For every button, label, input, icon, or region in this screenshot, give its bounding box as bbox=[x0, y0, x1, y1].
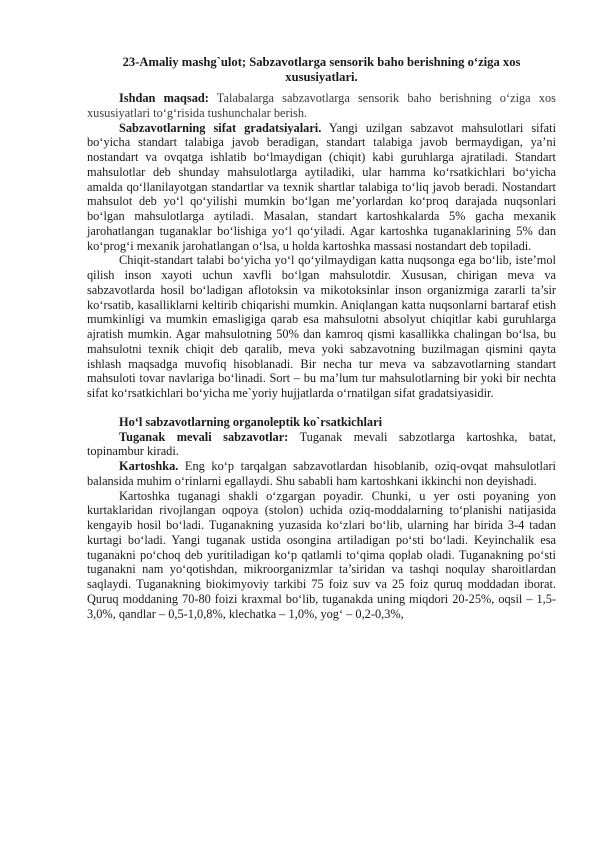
quality-label: Sabzavotlarning sifat gradatsiyalari. bbox=[119, 120, 322, 135]
potato-label: Kartoshka. bbox=[119, 459, 179, 473]
section-heading-text: Ho‘l sabzavotlarning organoleptik ko`rsatkichlari bbox=[119, 414, 382, 429]
tuber-label: Tuganak mevali sabzavotlar: bbox=[119, 429, 289, 444]
tuber-paragraph bbox=[87, 430, 556, 460]
quality-paragraph bbox=[87, 121, 556, 254]
aim-label: Ishdan maqsad: bbox=[119, 91, 209, 105]
page-title: 23-Amaliy mashg`ulot; Sabzavotlarga sensorik baho berishning o‘ziga xos xususiyatlari. bbox=[122, 55, 521, 84]
potato-paragraph bbox=[87, 459, 556, 489]
spacer bbox=[87, 401, 556, 415]
quality-text: Yangi uzilgan sabzavot mahsulotlari sifati bo‘yicha standart talabiga javob beradigan, standart talabiga javob bermaydigan, ya’ni nostandart va ovqatga ishlatib bo‘lmaydigan (chiqit) kabi guruhlarga ajratiladi. Standart mahsulotlar deb shunday mahsulotlarga aytiladiki, ular hamma ko‘rsatkichlari bo‘yicha amalda qo‘llanilayotgan standartlar va texnik shartlar talabiga to‘liq javob beradi. Nostandart mahsulot deb yo‘l qo‘yilishi mumkin bo‘lgan me’yorlardan ko‘proq darajada nuqsonlari bo‘lgan mahsulotlarga aytiladi. Masalan, standart kartoshkalarda 5% gacha mexanik jarohatlangan tuganaklar bo‘lishiga yo‘l qo‘yiladi. Agar kartoshka tuganaklarining 5% dan ko‘prog‘i mexanik jarohatlangan o‘lsa, u holda kartoshka massasi nostandart deb topiladi. bbox=[87, 120, 556, 253]
aim-text: Talabalarga sabzavotlarga sensorik baho berishning o‘ziga xos xususiyatlari to‘g‘risida tushunchalar berish. bbox=[87, 91, 556, 120]
potato-shape-paragraph: Kartoshka tuganagi shakli o‘zgargan poyadir. Chunki, u yer osti poyaning yon kurtaklaridan rivojlangan oqpoya (stolon) uchida oziq-moddalarning to‘planishi natijasida kengayib hosil bo‘ladi. Tuganakning yuzasida ko‘zlari bo‘lib, ularning har birida 3-4 tadan kurtagi bo‘ladi. Yangi tuganak ustida osongina artiladigan po‘sti bo‘ladi. Keyinchalik esa tuganakni po‘choq deb yuritiladigan ko‘p qatlamli to‘qima qoplab oladi. Tuganakning po‘sti tuganakni nam yo‘qotishdan, mikroorganizmlar ta’siridan va tashqi noqulay sharoitlardan saqlaydi. Tuganakning biokimyoviy tarkibi 75 foiz suv va 25 foiz quruq moddadan iborat. Quruq moddaning 70-80 foizi kraxmal bo‘lib, tuganakda uning miqdori 20-25%, oqsil – 1,5-3,0%, qandlar – 0,5-1,0,8%, klechatka – 1,0%, yog‘ – 0,2-0,3%, bbox=[87, 488, 556, 621]
waste-paragraph: Chiqit-standart talabi bo‘yicha yo‘l qo‘yilmaydigan katta nuqsonga ega bo‘lib, iste’mol qilish inson xayoti uchun xavfli bo‘lgan mahsulotdir. Xususan, chirigan meva va sabzavotlarda hosil bo‘ladigan aflotoksin va mikotoksinlar inson organizmiga zararli ta’sir ko‘rsatib, kasalliklarni keltirib chiqarishi mumkin. Aniqlangan katta nuqsonlarni bartaraf etish mumkinligi va mumkin emasligiga qarab esa mahsulotni absolyut chiqitlar kabi guruhlarga ajratish mumkin. Agar mahsulotning 50% dan kamroq qismi kasallikka chalingan bo‘lsa, bu mahsulotni texnik chiqit deb qaralib, meva yoki sabzavotning buzilmagan qismini qayta ishlash maqsadga muvofiq hisoblanadi. Bir necha tur meva va sabzavotlarning standart mahsuloti tovar navlariga bo‘linadi. Sort – bu ma’lum tur mahsulotlarning bir yoki bir nechta sifat ko‘rsatkichlari bo‘yicha me`yoriy hujjatlarda o‘rnatilgan sifat gradatsiyasidir. bbox=[87, 253, 556, 400]
potato-text: Eng ko‘p tarqalgan sabzavotlardan hisoblanib, oziq-ovqat mahsulotlari balansida muhim o‘rinlarni egallaydi. Shu sababli ham kartoshkani ikkinchi non deyishadi. bbox=[87, 459, 556, 488]
aim-paragraph bbox=[87, 91, 556, 121]
section-heading bbox=[87, 415, 556, 430]
tuber-text: Tuganak mevali sabzotlarga kartoshka, batat, topinambur kiradi. bbox=[87, 429, 556, 459]
